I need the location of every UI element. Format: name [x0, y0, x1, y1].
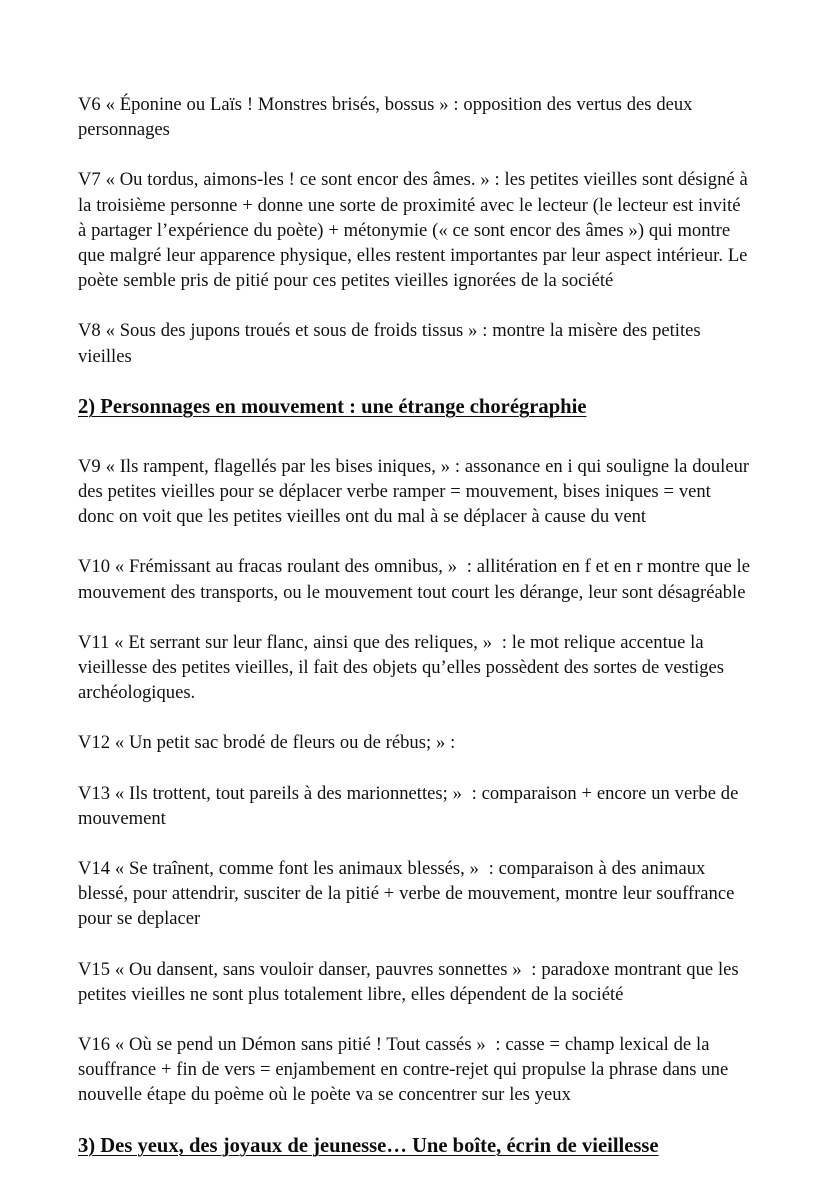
section-heading-3: 3) Des yeux, des joyaux de jeunesse… Une boîte, écrin de vieillesse: [78, 1134, 659, 1157]
paragraph-v13: V13 « Ils trottent, tout pareils à des marionnettes; » : comparaison + encore un verbe de mouvement: [78, 782, 744, 829]
paragraph-v12: V12 « Un petit sac brodé de fleurs ou de rébus; » :: [78, 732, 456, 754]
paragraph-v10: V10 « Frémissant au fracas roulant des omnibus, » : allitération en f et en r montre que le mouvement des transports, ou le mouvement tout court les dérange, leur sont désagréable: [78, 556, 755, 603]
paragraph-v15: V15 « Ou dansent, sans vouloir danser, pauvres sonnettes » : paradoxe montrant que les petites vieilles ne sont plus totalement libre, elles dépendent de la société: [78, 958, 744, 1005]
paragraph-v6: V6 « Éponine ou Laïs ! Monstres brisés, bossus » : opposition des vertus des deux personnages: [78, 94, 698, 141]
paragraph-v9: V9 « Ils rampent, flagellés par les bises iniques, » : assonance en i qui souligne la douleur des petites vieilles pour se déplacer verbe ramper = mouvement, bises iniques = vent donc on voit que les petites vieilles ont du mal à se déplacer à cause du vent: [78, 455, 754, 528]
paragraph-v16: V16 « Où se pend un Démon sans pitié ! Tout cassés » : casse = champ lexical de la souffrance + fin de vers = enjambement en contre-rejet qui propulse la phrase dans une nouvelle étape du poème où le poète va se concentrer sur les yeux: [78, 1034, 734, 1106]
paragraph-v14: V14 « Se traînent, comme font les animaux blessés, » : comparaison à des animaux blessé, pour attendrir, susciter de la pitié + verbe de mouvement, montre leur souffrance pour se deplacer: [78, 858, 740, 930]
section-heading-2: 2) Personnages en mouvement : une étrange chorégraphie: [78, 395, 587, 418]
section-heading-2-wrapper: [78, 394, 750, 446]
document-text-body: [78, 92, 755, 1193]
section-heading-3-wrapper: [78, 1133, 750, 1185]
paragraph-v11: V11 « Et serrant sur leur flanc, ainsi que des reliques, » : le mot relique accentue la vieillesse des petites vieilles, il fait des objets qu’elles possèdent des sortes de vestiges archéologiques.: [78, 631, 729, 704]
paragraph-v7: V7 « Ou tordus, aimons-les ! ce sont encor des âmes. » : les petites vieilles sont désigné à la troisième personne + donne une sorte de proximité avec le lecteur (le lecteur est invité à partager l’expérience du poète) + métonymie (« ce sont encor des âmes ») qui montre que malgré leur apparence physique, elles restent importantes par leur aspect intérieur. Le poète semble pris de pitié pour ces petites vieilles ignorées de la société: [78, 169, 753, 292]
paragraph-v8: V8 « Sous des jupons troués et sous de froids tissus » : montre la misère des petites vieilles: [78, 320, 706, 367]
